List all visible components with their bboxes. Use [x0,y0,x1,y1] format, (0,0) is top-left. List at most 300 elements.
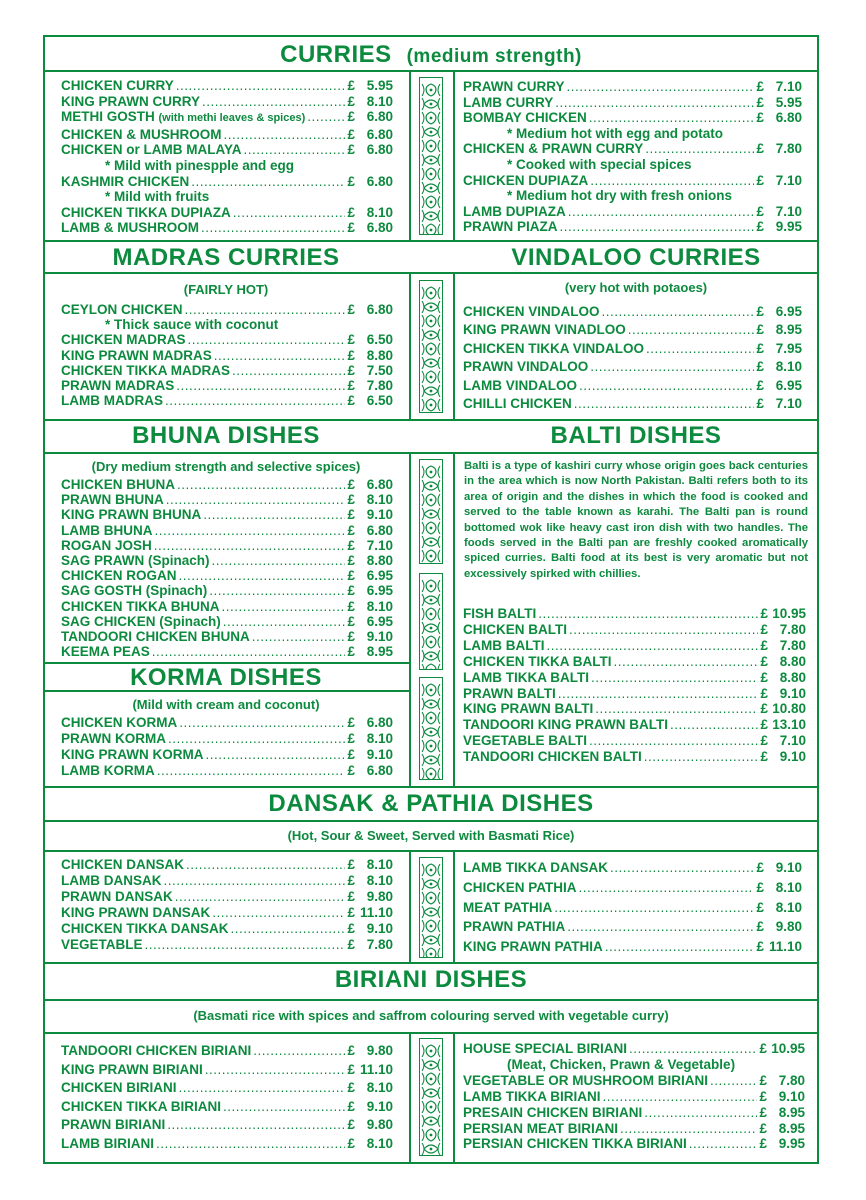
ornament-scroll [422,182,424,194]
ornament-scroll [422,1129,424,1141]
ornament-scroll [422,684,424,696]
menu-item [463,377,802,395]
divider [43,419,819,421]
dot-leader [233,205,346,221]
dot-leader [201,220,345,236]
ornament-dot [430,541,433,544]
menu-item-name-text: PRAWN DANSAK [61,889,173,904]
bhuna-list [61,477,393,659]
price-amount: 8.10 [366,93,393,109]
ornament-scroll [422,371,424,383]
ornament-scroll [438,1129,440,1141]
ornament-scroll [438,1101,440,1113]
menu-item [463,733,806,749]
menu-item-price [347,492,393,507]
dot-leader [157,763,346,779]
dot-leader [177,477,345,492]
price-amount: 7.80 [779,621,806,637]
currency-symbol: £ [347,126,355,142]
dot-leader [191,174,345,190]
menu-item [61,715,393,731]
divider [43,1032,819,1034]
dot-leader [555,95,754,111]
ornament-scroll [438,210,440,222]
ornament-dot [430,215,433,218]
menu-item-price [347,599,393,614]
price-amount: 8.10 [366,857,393,872]
korma-subtitle: (Mild with cream and coconut) [132,697,320,712]
ornament-scroll [438,754,440,766]
dot-leader [590,173,754,189]
menu-item-price [347,731,393,747]
currency-symbol: £ [756,94,764,110]
price-amount: 13.10 [772,717,806,733]
ornament-dot [430,527,433,530]
menu-item-name [61,857,184,873]
menu-item-name [61,1135,154,1154]
menu-item [463,303,802,321]
menu-item-name-text: KING PRAWN BIRIANI [61,1061,203,1077]
menu-item [61,1116,393,1135]
ornament-scroll [422,168,424,180]
ornament-motif [426,664,436,669]
dot-leader [179,568,346,583]
divider [409,453,411,786]
menu-note: * Mild with pinespple and egg [105,157,295,173]
price-amount: 7.80 [366,937,393,952]
ornament-scroll [438,948,440,957]
ornament-dot [430,599,433,602]
ornament-dot [430,187,433,190]
menu-item-name [463,377,577,395]
dot-leader [154,538,346,553]
price-amount: 7.10 [779,733,806,749]
menu-item [61,1098,393,1117]
dot-leader [569,622,758,638]
ornament-pattern [420,78,442,234]
ornament-scroll [422,224,424,234]
ornament-scroll [422,712,424,724]
menu-note: * Thick sauce with coconut [105,317,279,333]
ornament-scroll [438,315,440,327]
ornament-scroll [422,196,424,208]
price-amount: 5.95 [366,78,393,93]
menu-item [463,1089,805,1105]
menu-item-name-text: PRESAIN CHICKEN BIRIANI [463,1104,643,1120]
menu-item [61,507,393,522]
menu-item-price [759,1089,805,1105]
divider [43,999,819,1001]
ornament-dot [430,376,433,379]
menu-item-price [756,303,802,321]
menu-item-price [756,917,802,937]
balti-list [463,606,806,765]
currency-symbol: £ [347,537,355,553]
menu-item-price [347,348,393,363]
price-amount: 8.10 [366,731,393,746]
ornament-scroll [422,726,424,738]
dot-leader [212,905,345,921]
ornament-scroll [438,608,440,620]
menu-item-price [760,749,806,765]
currency-symbol: £ [347,220,355,236]
ornament-dot [430,159,433,162]
menu-item-name [61,1116,165,1135]
ornament-scroll [438,1143,440,1155]
menu-item [463,340,802,358]
ornament-dot [430,883,433,886]
menu-item [463,1041,805,1057]
menu-item [463,321,802,339]
menu-item-price [759,1136,805,1152]
ornament-scroll [422,920,424,932]
menu-item-name-text: LAMB DANSAK [61,873,162,888]
currency-symbol: £ [347,93,355,109]
menu-item-price [756,321,802,339]
menu-item [463,717,806,733]
ornament-scroll [438,698,440,710]
dot-leader [166,492,346,507]
price-amount: 9.80 [366,889,393,904]
dot-leader [224,127,346,143]
curries-subtitle: (medium strength) [406,46,582,67]
dot-leader [558,686,759,702]
ornament-dot [430,485,433,488]
dot-leader [156,1135,345,1154]
ornament-scroll [422,84,424,96]
currency-symbol: £ [347,873,355,888]
menu-item-name-text: LAMB TIKKA BALTI [463,669,589,685]
menu-item-price [756,937,802,957]
menu-item-name [61,731,166,747]
price-amount: 7.10 [366,537,393,553]
menu-note: * Mild with fruits [105,189,210,205]
menu-item-price [756,358,802,376]
ornament-scroll [438,536,440,548]
menu-item-name [463,79,565,95]
menu-item-price [347,763,393,779]
currency-symbol: £ [347,583,355,599]
menu-item-price [756,898,802,918]
menu-item-name-text: MEAT PATHIA [463,899,553,915]
menu-item-price [347,393,393,408]
ornament-dot [430,89,433,92]
menu-item [463,670,806,686]
menu-item-name-text: CHICKEN VINDALOO [463,304,600,319]
menu-item-name [61,873,162,889]
menu-item-price [347,378,393,393]
ornament-dot [430,911,433,914]
menu-item-name-text: TANDOORI CHICKEN BHUNA [61,629,250,645]
divider [409,71,411,240]
menu-item-name-text: LAMB BHUNA [61,522,153,538]
menu-item-name [61,332,186,347]
menu-item-price [347,905,393,921]
menu-item-price [347,1079,393,1098]
menu-item [61,332,393,347]
ornament-pattern [420,574,442,669]
price-amount: 7.10 [775,172,802,188]
menu-item-name-text: CHICKEN CURRY [61,78,174,93]
menu-item [61,905,393,921]
menu-item-price [347,94,393,110]
currency-symbol: £ [756,110,764,126]
ornament-pattern [420,460,442,563]
menu-item-name [61,763,155,779]
price-amount: 8.95 [775,322,802,338]
menu-item-name-text: ROGAN JOSH [61,537,152,553]
ornament-dot [430,201,433,204]
ornament-scroll [422,580,424,592]
currency-symbol: £ [347,109,355,125]
dot-leader [205,1061,346,1080]
ornament-scroll [422,1059,424,1071]
currency-symbol: £ [760,653,768,669]
menu-item-name-text: KING PRAWN PATHIA [463,939,603,955]
menu-item [61,302,393,317]
price-amount: 11.10 [359,1061,393,1077]
dot-leader [176,78,346,94]
price-amount: 6.80 [366,477,393,492]
menu-note: * Medium hot with egg and potato [507,125,723,141]
menu-item-name [463,1121,618,1137]
menu-item-price [347,78,393,94]
menu-item-price [759,1073,805,1089]
menu-item-name-text: LAMB VINDALOO [463,377,577,393]
dot-leader [579,878,755,898]
menu-item-price [347,715,393,731]
menu-item-name-text: PRAWN VINDALOO [463,359,589,375]
divider [409,1033,411,1164]
ornament-scroll [422,1073,424,1085]
dot-leader [644,749,759,765]
menu-item-name [463,173,588,189]
paisley-ornament-icon [419,857,443,958]
currency-symbol: £ [347,715,355,730]
menu-item-name [463,638,544,654]
ornament-dot [430,773,433,776]
menu-item-name-text: CEYLON CHICKEN [61,302,183,317]
menu-item-name [61,477,175,492]
menu-item-name-text: LAMB CURRY [463,94,554,110]
menu-item-name [463,1041,627,1057]
menu-note: * Cooked with special spices [507,156,692,172]
ornament-dot [430,613,433,616]
dot-leader [589,110,755,126]
currency-symbol: £ [756,141,764,157]
menu-item-price [347,889,393,905]
ornament-dot [430,103,433,106]
currency-symbol: £ [347,629,355,645]
menu-item-name-text: SAG CHICKEN (Spinach) [61,613,221,629]
ornament-scroll [438,1087,440,1099]
ornament-scroll [438,168,440,180]
price-amount: 9.10 [366,1098,393,1114]
menu-item-price [347,873,393,889]
divider [453,851,455,962]
ornament-scroll [422,508,424,520]
menu-item-name [463,733,587,749]
menu-item [61,1079,393,1098]
ornament-dot [430,897,433,900]
menu-item-name [61,174,189,190]
price-amount: 7.10 [775,396,802,412]
dot-leader [253,1042,345,1061]
menu-item [61,937,393,953]
divider [43,272,819,274]
price-amount: 6.50 [366,332,393,348]
ornament-dot [430,717,433,720]
menu-item-name-text: PRAWN CURRY [463,79,565,94]
menu-item [61,583,393,598]
currency-symbol: £ [760,685,768,701]
menu-item-name-text: LAMB TIKKA DANSAK [463,860,608,875]
ornament-scroll [438,301,440,313]
menu-item-price [347,1061,393,1080]
price-amount: 8.95 [366,644,393,660]
menu-item-price [347,538,393,553]
menu-item-name [61,393,163,408]
menu-item-name-text: PRAWN BHUNA [61,492,164,508]
currency-symbol: £ [760,637,768,653]
ornament-dot [430,306,433,309]
divider [453,1033,455,1164]
currency-symbol: £ [347,598,355,614]
menu-item [61,220,393,236]
price-amount: 7.80 [775,141,802,157]
menu-item [61,731,393,747]
currency-symbol: £ [347,747,355,762]
ornament-scroll [422,343,424,355]
currency-symbol: £ [759,1088,767,1104]
dot-leader [165,393,345,408]
ornament-dot [430,939,433,942]
menu-item-price [760,670,806,686]
dansak-right-list [463,858,802,957]
price-amount: 9.10 [775,860,802,875]
price-amount: 8.10 [775,359,802,375]
currency-symbol: £ [759,1041,767,1056]
ornament-dot [430,925,433,928]
menu-item-price [756,377,802,395]
menu-item-name-text: CHICKEN TIKKA BIRIANI [61,1098,221,1114]
price-amount: 8.80 [366,347,393,363]
menu-item [463,141,802,157]
menu-item-price [347,507,393,522]
menu-item [61,889,393,905]
menu-item-name-text: PRAWN PATHIA [463,919,566,935]
currency-symbol: £ [347,332,355,348]
menu-item [61,127,393,143]
menu-item [463,638,806,654]
menu-item-name [61,921,229,937]
ornament-scroll [422,754,424,766]
menu-item-name [61,747,204,763]
dot-leader [554,898,754,918]
dot-leader [670,717,758,733]
menu-item-name-text: CHICKEN & MUSHROOM [61,126,222,142]
ornament-dot [430,362,433,365]
dot-leader [244,142,346,158]
currency-symbol: £ [756,899,764,915]
currency-symbol: £ [347,393,355,409]
menu-item-name [463,1105,642,1121]
currency-symbol: £ [347,173,355,189]
menu-item-name [463,606,536,622]
price-amount: 6.80 [366,715,393,730]
menu-item-name-text: CHICKEN PATHIA [463,879,577,895]
menu-item-name-text: BOMBAY CHICKEN [463,110,587,126]
menu-item-name-text: PRAWN MADRAS [61,378,175,394]
menu-item-name [61,553,210,568]
menu-item-name-text: CHICKEN DUPIAZA [463,172,589,188]
menu-item [463,219,802,235]
ornament-scroll [438,224,440,234]
menu-item [61,873,393,889]
vindaloo-title: VINDALOO CURRIES [511,244,761,271]
ornament-scroll [422,768,424,779]
ornament-scroll [438,878,440,890]
dot-leader [629,1041,757,1057]
menu-item-price [756,395,802,413]
menu-item [61,492,393,507]
ornament-scroll [438,664,440,669]
ornament-motif [426,948,436,957]
currency-symbol: £ [756,203,764,219]
menu-item-price [347,583,393,598]
menu-item-name-text: VEGETABLE [61,937,143,952]
menu-item-price [347,1116,393,1135]
ornament-scroll [422,301,424,313]
currency-symbol: £ [347,905,355,920]
menu-item-name-text: CHICKEN TIKKA MADRAS [61,362,230,378]
ornament-scroll [422,1101,424,1113]
menu-item-price [756,858,802,878]
price-amount: 6.50 [366,393,393,409]
menu-item [463,1105,805,1121]
ornament-scroll [422,1143,424,1155]
ornament-scroll [422,154,424,166]
menu-item-name-text: KING PRAWN BALTI [463,701,594,717]
menu-item [463,654,806,670]
menu-item [463,606,806,622]
ornament-scroll [438,480,440,492]
paisley-ornament-icon [419,1038,443,1156]
menu-item-price [347,220,393,236]
ornament-scroll [438,287,440,299]
ornament-scroll [422,608,424,620]
ornament-scroll [438,594,440,606]
dot-leader [203,507,345,522]
ornament-scroll [438,154,440,166]
divider [43,452,819,454]
menu-item [463,898,802,918]
menu-item [463,79,802,95]
price-amount: 6.95 [366,583,393,599]
dot-leader [155,523,346,538]
menu-item-name-text: SAG PRAWN (Spinach) [61,553,210,569]
menu-item-name-text: TANDOORI CHICKEN BALTI [463,749,642,765]
menu-item-name [61,937,143,953]
menu-item-name [61,614,221,629]
ornament-scroll [438,1059,440,1071]
ornament-dot [430,117,433,120]
ornament-scroll [438,494,440,506]
price-amount: 8.80 [779,653,806,669]
ornament-dot [430,731,433,734]
menu-item-price [756,141,802,157]
dot-leader [252,629,346,644]
